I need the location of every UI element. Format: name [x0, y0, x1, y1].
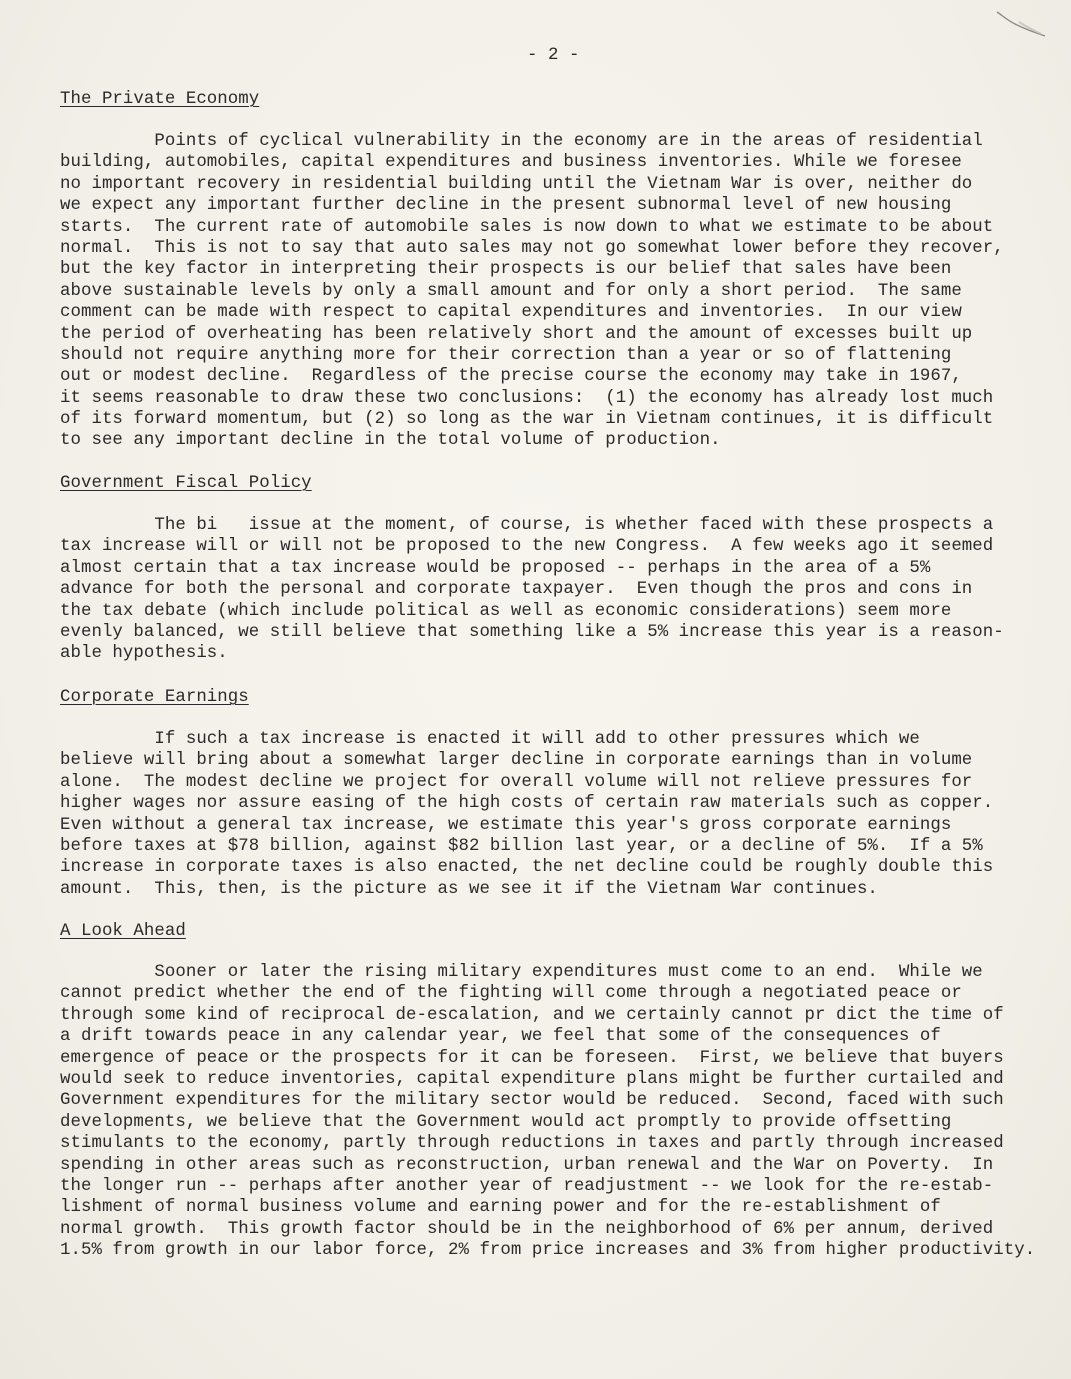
body-line: Sooner or later the rising military expenditures must come to an end. While we — [60, 963, 983, 982]
body-line: emergence of peace or the prospects for it can be foreseen. First, we believe that buyers — [60, 1048, 1004, 1068]
body-line: cannot predict whether the end of the fighting will come through a negotiated peace or — [60, 984, 962, 1004]
body-line: alone. The modest decline we project for overall volume will not relieve pressures for — [60, 772, 973, 792]
body-line: almost certain that a tax increase would be proposed -- perhaps in the area of a 5% — [60, 558, 931, 578]
body-line: Even without a general tax increase, we estimate this year's gross corporate earnings — [60, 815, 952, 835]
body-line: amount. This, then, is the picture as we see it if the Vietnam War continues. — [60, 879, 878, 899]
page-number: - 2 - — [527, 46, 580, 65]
body-line: The bi issue at the moment, of course, is whether faced with these prospects a — [60, 516, 994, 535]
section-body-private-economy — [60, 131, 1060, 452]
section-body-corporate-earnings — [60, 729, 1060, 900]
body-line: through some kind of reciprocal de-escalation, and we certainly cannot pr dict the time of — [60, 1005, 1004, 1025]
body-line: able hypothesis. — [60, 644, 228, 664]
body-line: normal. This is not to say that auto sales may not go somewhat lower before they recover, — [60, 238, 1004, 258]
body-line: it seems reasonable to draw these two conclusions: (1) the economy has already lost much — [60, 388, 994, 408]
body-line: before taxes at $78 billion, against $82 billion last year, or a decline of 5%. If a 5% — [60, 836, 983, 856]
body-line: tax increase will or will not be proposed to the new Congress. A few weeks ago it seemed — [60, 537, 994, 557]
section-heading-private-economy: The Private Economy — [60, 90, 260, 109]
body-line: normal growth. This growth factor should be in the neighborhood of 6% per annum, derived — [60, 1219, 994, 1239]
body-line: believe will bring about a somewhat larger decline in corporate earnings than in volume — [60, 751, 973, 771]
section-heading-fiscal-policy: Government Fiscal Policy — [60, 474, 312, 493]
body-line: no important recovery in residential building until the Vietnam War is over, neither do — [60, 174, 973, 194]
body-line: out or modest decline. Regardless of the precise course the economy may take in 1967, — [60, 367, 962, 387]
body-line: spending in other areas such as reconstruction, urban renewal and the War on Poverty. In — [60, 1155, 994, 1175]
body-line: we expect any important further decline in the present subnormal level of new housing — [60, 196, 952, 216]
body-line: the longer run -- perhaps after another year of readjustment -- we look for the re-estab- — [60, 1176, 994, 1196]
body-line: lishment of normal business volume and earning power and for the re-establishment of — [60, 1198, 941, 1218]
staple-mark-icon — [989, 6, 1049, 46]
body-line: Government expenditures for the military sector would be reduced. Second, faced with such — [60, 1091, 1004, 1111]
body-line: of its forward momentum, but (2) so long as the war in Vietnam continues, it is difficult — [60, 410, 994, 430]
body-line: higher wages nor assure easing of the high costs of certain raw materials such as copper. — [60, 794, 994, 814]
body-line: comment can be made with respect to capital expenditures and inventories. In our view — [60, 303, 962, 323]
body-line: starts. The current rate of automobile sales is now down to what we estimate to be about — [60, 217, 994, 237]
body-line: developments, we believe that the Government would act promptly to provide offsetting — [60, 1112, 952, 1132]
body-line: 1.5% from growth in our labor force, 2% from price increases and 3% from higher productivity. — [60, 1241, 1036, 1261]
body-line: a drift towards peace in any calendar year, we feel that some of the consequences of — [60, 1027, 941, 1047]
body-line: building, automobiles, capital expenditures and business inventories. While we foresee — [60, 153, 962, 173]
body-line: should not require anything more for their correction than a year or so of flattening — [60, 345, 952, 365]
body-line: increase in corporate taxes is also enacted, the net decline could be roughly double this — [60, 858, 994, 878]
body-line: Points of cyclical vulnerability in the economy are in the areas of residential — [60, 132, 983, 151]
section-heading-look-ahead: A Look Ahead — [60, 922, 186, 941]
body-line: above sustainable levels by only a small amount and for only a short period. The same — [60, 281, 962, 301]
body-line: would seek to reduce inventories, capital expenditure plans might be further curtailed and — [60, 1069, 1004, 1089]
body-line: advance for both the personal and corporate taxpayer. Even though the pros and cons in — [60, 580, 973, 600]
body-line: If such a tax increase is enacted it will add to other pressures which we — [60, 730, 920, 749]
body-line: stimulants to the economy, partly through reductions in taxes and partly through increased — [60, 1134, 1004, 1154]
body-line: evenly balanced, we still believe that something like a 5% increase this year is a reason- — [60, 622, 1004, 642]
body-line: the period of overheating has been relatively short and the amount of excesses built up — [60, 324, 973, 344]
body-line: but the key factor in interpreting their prospects is our belief that sales have been — [60, 260, 952, 280]
section-body-fiscal-policy — [60, 515, 1060, 665]
body-line: to see any important decline in the total volume of production. — [60, 431, 721, 451]
section-body-look-ahead — [60, 962, 1060, 1261]
section-heading-corporate-earnings: Corporate Earnings — [60, 688, 249, 707]
body-line: the tax debate (which include political as well as economic considerations) seem more — [60, 601, 952, 621]
